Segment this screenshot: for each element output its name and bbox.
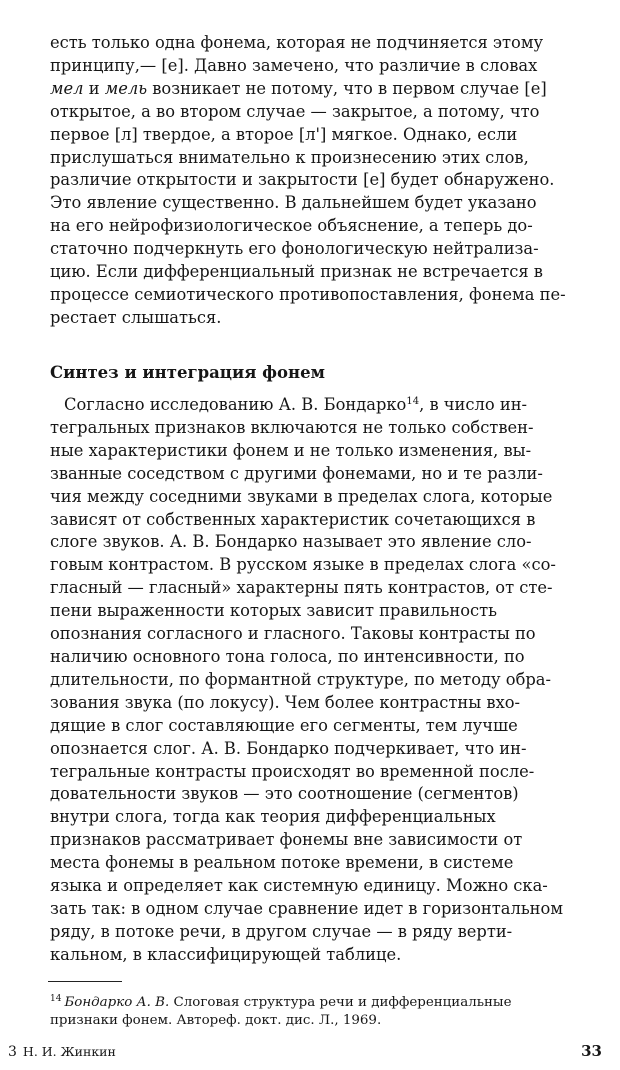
top-paragraph-line: есть только одна фонема, которая не подчиняется этому xyxy=(50,33,544,52)
main-paragraph-line: гласный — гласный» характерны пять контрастов, от сте- xyxy=(50,578,553,598)
main-paragraph xyxy=(50,394,602,967)
main-paragraph-line: наличию основного тона голоса, по интенсивности, по xyxy=(50,646,525,666)
top-paragraph-line: статочно подчеркнуть его фонологическую нейтрализа- xyxy=(50,239,539,259)
main-paragraph-line: признаков рассматривает фонемы вне зависимости от xyxy=(50,830,523,850)
top-paragraph-line: первое [л] твердое, а второе [л'] мягкое. Однако, если xyxy=(50,124,518,144)
main-paragraph-line: пени выраженности которых зависит правильность xyxy=(50,601,498,621)
main-paragraph-line: довательности звуков — это соотношение (сегментов) xyxy=(50,784,519,804)
main-paragraph-line: зования звука (по локусу). Чем более контрастны вхо- xyxy=(50,692,521,712)
main-paragraph-line: званные соседством с другими фонемами, но и те разли- xyxy=(50,463,543,483)
top-paragraph-line: различие открытости и закрытости [е] будет обнаружено. xyxy=(50,170,555,190)
main-paragraph-line: зать так: в одном случае сравнение идет в горизонтальном xyxy=(50,898,563,918)
printer-signature: 3 xyxy=(8,1044,17,1060)
top-paragraph-line: процессе семиотического противопоставления, фонема пе- xyxy=(50,284,566,304)
top-paragraph-line: цию. Если дифференциальный признак не встречается в xyxy=(50,262,543,282)
line-end: , в число ин- xyxy=(419,395,528,414)
main-paragraph-line: кальном, в классифицирующей таблице. xyxy=(50,944,402,964)
conjunction: и xyxy=(83,78,105,98)
top-paragraph-line: принципу,— [е]. Давно замечено, что различие в словах xyxy=(50,55,538,75)
main-paragraph-line: опознается слог. А. В. Бондарко подчеркивает, что ин- xyxy=(50,738,527,758)
main-paragraph-line: опознания согласного и гласного. Таковы контрасты по xyxy=(50,624,536,644)
top-paragraph-line: открытое, а во втором случае — закрытое, а потому, что xyxy=(50,101,540,121)
footnote-divider xyxy=(48,981,122,982)
top-paragraph-line: рестает слышаться. xyxy=(50,307,222,327)
footnote-line xyxy=(50,995,512,1010)
footnote-title: Слоговая структура речи и дифференциальные xyxy=(169,995,512,1010)
section-heading: Синтез и интеграция фонем xyxy=(50,363,325,382)
main-paragraph-line xyxy=(50,395,527,414)
footnote-reference[interactable]: 14 xyxy=(406,396,420,407)
main-paragraph-line: ряду, в потоке речи, в другом случае — в ряду верти- xyxy=(50,921,513,941)
example-word-mel-soft: мель xyxy=(104,78,148,98)
main-paragraph-line: зависят от собственных характеристик сочетающихся в xyxy=(50,509,536,529)
main-paragraph-line: длительности, по формантной структуре, по методу обра- xyxy=(50,669,552,689)
main-paragraph-line: дящие в слог составляющие его сегменты, тем лучше xyxy=(50,715,518,735)
top-paragraph xyxy=(50,32,602,330)
top-paragraph-line: на его нейрофизиологическое объяснение, а теперь до- xyxy=(50,216,533,236)
main-paragraph-line: языка и определяет как системную единицу. Можно ска- xyxy=(50,876,548,896)
main-paragraph-line: места фонемы в реальном потоке времени, в системе xyxy=(50,853,514,873)
page-number: 33 xyxy=(581,1042,602,1060)
footnote-line: признаки фонем. Автореф. докт. дис. Л., 1969. xyxy=(50,1013,382,1028)
example-word-mel: мел xyxy=(50,78,84,98)
top-paragraph-line xyxy=(50,79,547,98)
top-paragraph-line: прислушаться внимательно к произнесению этих слов, xyxy=(50,147,529,167)
line-start: Согласно исследованию А. В. Бондарко xyxy=(64,395,407,414)
top-paragraph-line: Это явление существенно. В дальнейшем будет указано xyxy=(50,193,537,213)
footnote-number: 14 xyxy=(50,994,62,1004)
main-paragraph-line: внутри слога, тогда как теория дифференциальных xyxy=(50,807,496,827)
main-paragraph-line: чия между соседними звуками в пределах слога, которые xyxy=(50,486,553,506)
running-title: Н. И. Жинкин xyxy=(22,1044,116,1059)
page-footer-left xyxy=(8,1043,116,1061)
footnote xyxy=(50,990,602,1030)
line-rest: возникает не потому, что в первом случае [е] xyxy=(147,78,547,98)
main-paragraph-line: тегральные контрасты происходят во временной после- xyxy=(50,761,535,781)
main-paragraph-line: говым контрастом. В русском языке в пределах слога «со- xyxy=(50,555,556,575)
footnote-author: Бондарко А. В. xyxy=(64,995,170,1010)
main-paragraph-line: тегральных признаков включаются не только собствен- xyxy=(50,417,534,437)
main-paragraph-line: ные характеристики фонем и не только изменения, вы- xyxy=(50,440,532,460)
main-paragraph-line: слоге звуков. А. В. Бондарко называет это явление сло- xyxy=(50,532,532,552)
